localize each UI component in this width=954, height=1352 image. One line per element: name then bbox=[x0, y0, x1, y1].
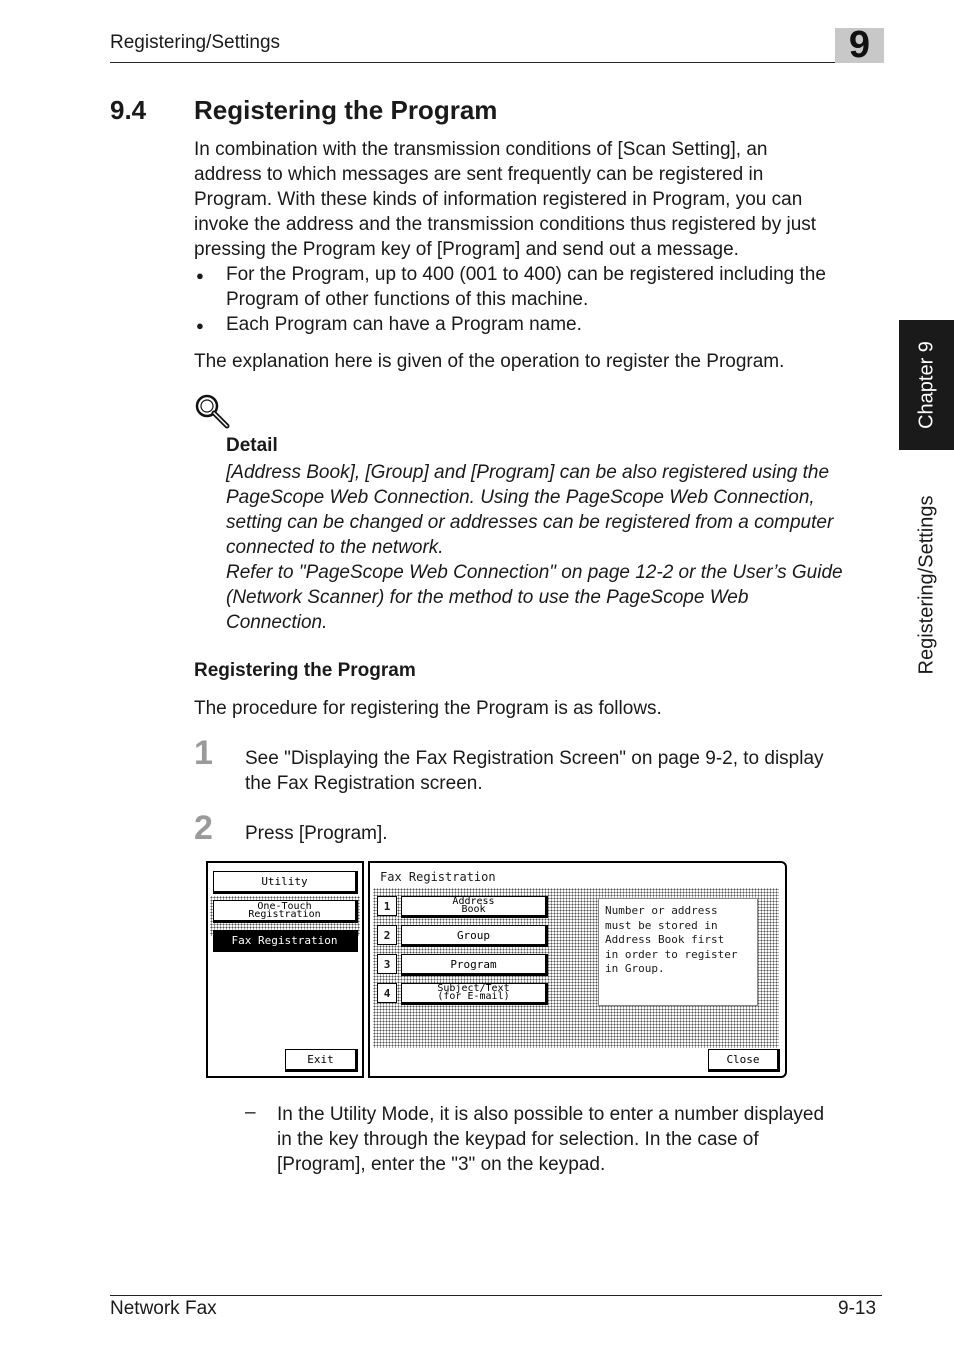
step-number: 2 bbox=[194, 809, 213, 847]
side-tab-chapter-label: Chapter 9 bbox=[915, 341, 937, 429]
subject-text-button[interactable] bbox=[401, 983, 548, 1005]
note-text bbox=[277, 1102, 885, 1177]
detail-text bbox=[226, 460, 891, 635]
text-line: [Program], enter the "3" on the keypad. bbox=[277, 1154, 606, 1175]
utility-button[interactable]: Utility bbox=[213, 871, 358, 894]
bullet-icon: ● bbox=[196, 318, 204, 333]
message-line: Number or address bbox=[605, 904, 718, 917]
button-label-line: Registration bbox=[248, 908, 321, 920]
item-number: 1 bbox=[377, 896, 397, 916]
text-line: Connection. bbox=[226, 612, 328, 633]
procedure-heading: Registering the Program bbox=[194, 660, 416, 681]
button-label-line: Book bbox=[461, 904, 486, 915]
bullet-icon: ● bbox=[196, 268, 204, 283]
chapter-number: 9 bbox=[848, 24, 871, 66]
text-line: Each Program can have a Program name. bbox=[226, 314, 582, 335]
exit-button[interactable]: Exit bbox=[285, 1049, 358, 1072]
text-line: (Network Scanner) for the method to use the PageScope Web bbox=[226, 587, 749, 608]
step-text bbox=[245, 746, 885, 796]
text-line: setting can be changed or addresses can be registered from a computer bbox=[226, 512, 834, 533]
footer-rule bbox=[110, 1295, 882, 1296]
section-title: Registering the Program bbox=[194, 95, 498, 125]
message-text bbox=[605, 904, 755, 977]
button-label-line: Subject/Text bbox=[437, 983, 510, 994]
text-line: Press [Program]. bbox=[245, 823, 388, 844]
text-line: pressing the Program key of [Program] and send out a message. bbox=[194, 239, 739, 260]
section-number: 9.4 bbox=[110, 95, 147, 125]
text-line: [Address Book], [Group] and [Program] can be also registered using the bbox=[226, 462, 830, 483]
address-book-button[interactable] bbox=[401, 896, 548, 918]
close-button[interactable]: Close bbox=[708, 1049, 780, 1072]
text-line: In combination with the transmission conditions of [Scan Setting], an bbox=[194, 139, 768, 160]
magnifier-icon bbox=[194, 393, 234, 433]
text-line: the Fax Registration screen. bbox=[245, 773, 483, 794]
note-dash: – bbox=[245, 1102, 256, 1123]
explanation-paragraph: The explanation here is given of the operation to register the Program. bbox=[194, 351, 785, 372]
group-button[interactable]: Group bbox=[401, 925, 548, 947]
step-number: 1 bbox=[194, 734, 213, 772]
running-header: Registering/Settings bbox=[110, 32, 281, 53]
side-tab-section bbox=[899, 455, 954, 715]
item-number: 2 bbox=[377, 925, 397, 945]
message-line: in Group. bbox=[605, 962, 665, 975]
text-line: See "Displaying the Fax Registration Screen" on page 9-2, to display bbox=[245, 748, 824, 769]
side-tab-chapter bbox=[899, 320, 954, 450]
item-number: 4 bbox=[377, 983, 397, 1003]
text-line: Refer to "PageScope Web Connection" on page 12-2 or the User’s Guide bbox=[226, 562, 843, 583]
side-tab-section-label: Registering/Settings bbox=[915, 495, 937, 675]
text-line: Program of other functions of this machine. bbox=[226, 289, 589, 310]
text-line: invoke the address and the transmission conditions thus registered by just bbox=[194, 214, 817, 235]
button-label-line: One-Touch bbox=[257, 900, 312, 912]
header-rule bbox=[110, 62, 882, 63]
fax-registration-button[interactable]: Fax Registration bbox=[213, 930, 358, 952]
screen-title: Fax Registration bbox=[380, 870, 496, 884]
bullet-item bbox=[226, 312, 582, 337]
procedure-intro: The procedure for registering the Program is as follows. bbox=[194, 698, 662, 719]
bullet-item bbox=[226, 262, 826, 312]
one-touch-registration-button[interactable] bbox=[213, 900, 358, 923]
button-label-line: Address bbox=[452, 896, 495, 907]
step-text bbox=[245, 821, 885, 846]
message-line: in order to register bbox=[605, 947, 738, 961]
text-line: address to which messages are sent frequently can be registered in bbox=[194, 164, 764, 185]
footer-title: Network Fax bbox=[110, 1298, 217, 1319]
item-number: 3 bbox=[377, 954, 397, 974]
text-line: In the Utility Mode, it is also possible to enter a number displayed bbox=[277, 1104, 825, 1125]
text-line: connected to the network. bbox=[226, 537, 444, 558]
program-button[interactable]: Program bbox=[401, 954, 548, 976]
text-line: in the key through the keypad for selection. In the case of bbox=[277, 1129, 759, 1150]
detail-heading: Detail bbox=[226, 435, 278, 456]
text-line: Program. With these kinds of information registered in Program, you can bbox=[194, 189, 803, 210]
button-label-line: (for E-mail) bbox=[437, 991, 510, 1002]
message-line: must be stored in bbox=[605, 918, 718, 932]
intro-paragraph bbox=[194, 137, 884, 262]
page-number: 9-13 bbox=[838, 1298, 877, 1319]
text-line: PageScope Web Connection. Using the PageScope Web Connection, bbox=[226, 487, 815, 508]
message-line: Address Book first bbox=[605, 933, 725, 946]
text-line: For the Program, up to 400 (001 to 400) can be registered including the bbox=[226, 264, 826, 285]
